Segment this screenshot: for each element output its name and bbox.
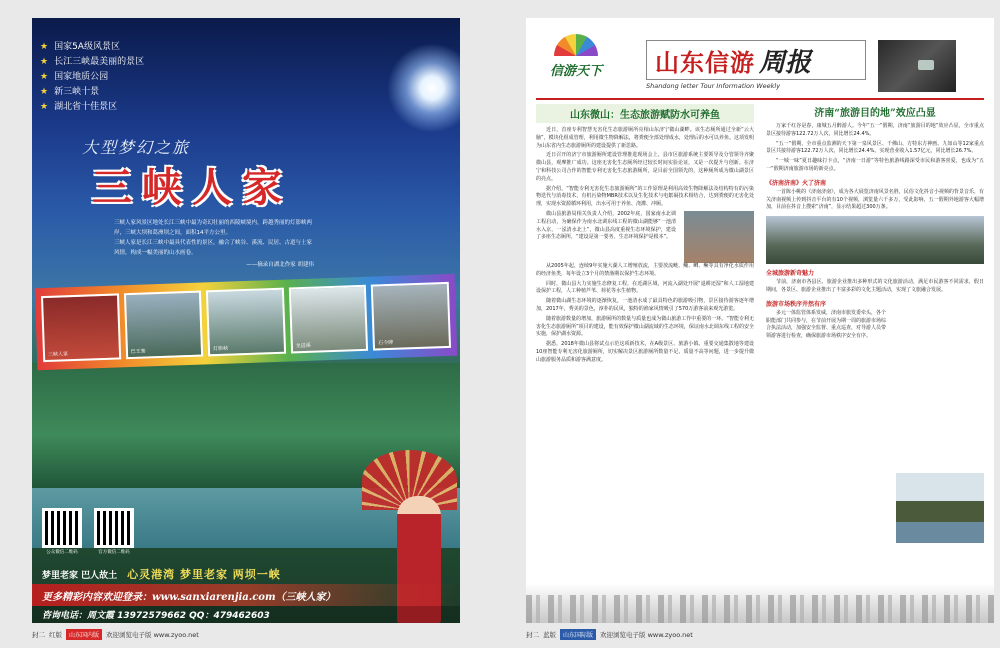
film-frame: 石令牌: [371, 282, 451, 351]
article-paragraph: “一城一味”夏日趣味打卡点，“济南一日游”等特色旅游线路深受市民和游客喜爱，也成为“五一”假期济南旅游市场的新亮点。: [766, 158, 984, 172]
contact-bar: [32, 606, 460, 623]
feature-item: ★ 国家地质公园: [40, 70, 144, 85]
right-page-footer: [526, 629, 693, 640]
phone-keypad-photo: [878, 40, 956, 92]
edition-label: 红版: [49, 631, 62, 639]
paragraph-with-photo: [536, 211, 754, 263]
paper-logo: [540, 32, 612, 88]
page-number: 封二: [32, 631, 45, 639]
qr-block: 公众微信二维码: [42, 508, 82, 555]
qr-code-icon[interactable]: [94, 508, 134, 548]
article-paragraph: 近日召开的济宁市旅游厕所建设管理推进现场会上，县市区旅游系统主要领导及分管领导齐聚微山县，观摩推广成功。这座无害化生态厕所经过较长时间实验论证，又是一次提升与创新。在济宁和科技公司合作的智能专利无害化生态旅游厕所，是目前全国领先的，这种厕所成为微山湖景区的亮点。: [536, 152, 754, 182]
article-paragraph: 据悉，2018年微山县将试点示范这项新技术，在A级景区、旅游小镇、重要交通集散地等建设10座智能专利无害化旅游厕所，切实解决景区旅游厕所数量不足、质量不高等问题，进一步提升微山旅游服务品质和游客满意度。: [536, 341, 754, 363]
film-frame: 龙进溪: [289, 285, 369, 354]
qr-block: 官方微信二维码: [94, 508, 134, 555]
article-paragraph: 同时，微山县大力实施生态修复工程，在近湖区域，河流入湖处开展“退耕还湿”和人工湿地建设保护工程，人工种植芦苇、荷花等水生植物。: [536, 280, 754, 295]
star-icon: ★: [40, 57, 49, 67]
article-paragraph: 万家千红谷是春，康城五月醉游人。今年“五一”假期，济南“旅游目的地”效应凸显，全市重点景区接待游客122.72万人次，同比增长24.4%。: [766, 123, 984, 137]
article-paragraph: 一首陈小桃的《济南济南》，成为各大展览济南风景名胜，民俗文化抖音小视频的背景音乐，有关济南视频上传到抖音平台的有10个视频，浏览量六千多万，受此影响，五一假期外地游客大幅增加，目前在抖音上搜索“济南”，显示结果超过300万条。: [766, 188, 984, 211]
article-headline: 山东微山：生态旅游赋防水可养鱼: [536, 104, 754, 123]
article-weishan: [536, 104, 754, 367]
feature-item: ★ 湖北省十佳景区: [40, 100, 144, 115]
film-frame: 灯影峡: [206, 288, 286, 357]
section-subhead: 全城旅游新奇魅力: [766, 270, 815, 278]
article-paragraph: 多元一体监管体系发威，济南市旅发委牵头，各个职能部门共同参与，在节前开展为期一周的旅游市场综合执法活动，加强安全监督、重点巡查，对导游人员带领游客进行检查，确保旅游市场秩序安全有序。: [766, 309, 887, 340]
qr-code-icon[interactable]: [42, 508, 82, 548]
rainbow-fan-icon: [554, 34, 598, 56]
article-paragraph: 随着微山湖生态环境的逐渐恢复，一池清水成了最具特色的旅游吸引物，景区接待游客逐年增加，2017年，秀美的景色，淳朴的民风，独特的渔家风情吸引了570万游客前来观光游览。: [536, 298, 754, 312]
article-paragraph: 近日，首座专利智慧无害化生态旅游厕所亮相山东济宁微山湖畔。该生态厕所通过全新“云大脑”，模块化组成管理，利用微生物降解法，将粪便全部处理成水，处理后的水可以养鱼。这项发明为山东省内生态旅游厕所的建设提供了新思路。: [536, 127, 754, 149]
paper-subtitle: Shandong letter Tour Information Weekly: [646, 82, 781, 90]
article-paragraph: 节前，济南市各县区、旅游企业推出多种形式的文化旅游活动，满足市民游客不同需求，假日期间，各景区、旅游企业推出了丰富多彩的文化主题活动，实现了文旅融合发展。: [766, 279, 984, 293]
jinan-city-photo: [766, 216, 984, 264]
website-link[interactable]: 更多精彩内容欢迎登录：www.sanxiarenjia.com（三峡人家）: [42, 591, 336, 603]
star-icon: ★: [40, 42, 49, 52]
logo-text: 信游天下: [549, 64, 602, 79]
intro-paragraph: 三峡人家风景区地处长江三峡中最为奇幻壮丽的西陵峡境内，跨越秀丽的灯影峡两岸，三峡大坝和葛洲坝之间，面积14平方公里。: [114, 220, 313, 236]
feature-item: ★ 新三峡十景: [40, 85, 144, 100]
masthead-rule: [536, 98, 984, 100]
intro-paragraph: 三峡人家是长江三峡中最具代表性的景区，融合了峡谷、溪流、民居、古道与土家风情，构成一幅美丽的山水画卷。: [114, 240, 313, 256]
website-bar: [32, 584, 460, 606]
edition-tag: 山东国内版: [66, 629, 102, 640]
article-jinan: [766, 104, 984, 343]
slogan-right: 心灵港湾 梦里老家 两坝一峡: [127, 568, 281, 581]
star-icon: ★: [40, 87, 49, 97]
contact-info: 咨询电话：周文霞 13972579662 QQ：479462603: [42, 611, 270, 621]
intro-signature: ——摘录自湖北作家 胡建伟: [246, 262, 314, 268]
pavilion-photo: [896, 473, 984, 543]
ad-subtitle: 大型梦幻之旅: [82, 138, 191, 157]
toilet-photo: [684, 211, 754, 263]
article-paragraph: 随着旅游数量的增加，旅游厕所的数量与质量也成为微山旅游工作中重要的一环。“智能专利无害化生态旅游厕所”项目的建设，能有效保护微山湖流域的生态环境，保证南水北调东线工程的安全实施，保护湖水资源。: [536, 315, 754, 338]
paper-title: 山东信游: [655, 47, 755, 77]
photo-filmstrip: [35, 274, 458, 371]
article-paragraph: 微山县旅游局相关负责人介绍，2002年底，国家南水北调工程启动，为确保作为南水北调东线工程的微山湖能够“一池清水入京，一泓清水北上”，微山县高度重视生态环境保护，建设了多座生态厕所，“建设是第一要务，生态环境保护是根本”。: [536, 210, 676, 241]
sanxia-ad-page: [32, 18, 460, 623]
feature-item: ★ 国家5A级风景区: [40, 40, 144, 55]
city-skyline-band: [526, 584, 994, 623]
phone-key-icon: [918, 60, 934, 70]
qr-code-row: [42, 508, 134, 555]
newspaper-page: [526, 18, 994, 623]
film-frame: 巴王寨: [124, 291, 204, 360]
footer-text[interactable]: 欢迎浏览电子版 www.zyoo.net: [106, 631, 199, 639]
ad-intro: [114, 218, 314, 270]
article-paragraph: 从2005年起，连续9年实施大湖人工增殖放流，主要放流鲢、鳙、鲫、鳜等具有净化水质作用的经济鱼类，每年设立3个月的禁渔期以保护生态环境。: [536, 262, 754, 277]
sun-flare: [387, 43, 460, 133]
feature-list: [40, 40, 144, 115]
edition-label: 蓝版: [543, 631, 556, 639]
masthead: [526, 18, 994, 100]
left-page-footer: [32, 629, 199, 640]
slogan-left: 梦里老家 巴人故土: [42, 570, 118, 581]
section-subhead: 旅游市场秩序井然有序: [766, 300, 827, 308]
slogan-bar: [32, 564, 460, 584]
paper-title-weekly: 周报: [759, 47, 812, 78]
article-headline: 济南“旅游目的地”效应凸显: [814, 108, 936, 119]
edition-tag: 山东国际版: [560, 629, 596, 640]
skyline-silhouette: [526, 595, 994, 623]
star-icon: ★: [40, 72, 49, 82]
feature-item: ★ 长江三峡最美丽的景区: [40, 55, 144, 70]
page-number: 封二: [526, 631, 539, 639]
paper-title-box: [646, 40, 866, 80]
article-paragraph: 据介绍，“智能专利无害化生态旅游厕所”的工作原理是利用高效生物降解法及结构特有的污染物迭代与消毒技术，有机污染物MBR技术以及生化技术与电絮凝技术相结合，达到粪便的无害化处理，实现水资源循环利用，出水可用于养鱼、浇灌、冲厕。: [536, 185, 754, 208]
footer-text[interactable]: 欢迎浏览电子版 www.zyoo.net: [600, 631, 693, 639]
film-frame: 三峡人家: [41, 293, 121, 362]
pavilion-photos: [896, 473, 984, 543]
ad-title: 三峡人家: [92, 164, 292, 211]
section-subhead: 《济南济南》火了济南: [766, 179, 827, 187]
star-icon: ★: [40, 102, 49, 112]
article-paragraph: “五一”假期，全市重点监测的天下第一泉风景区、千佛山、方特东方神画、九如山等12家重点景区共接待游客122.72万人次，同比增长24.4%。实现营业收入1.57亿元，同比增长26.7%。: [766, 140, 984, 155]
